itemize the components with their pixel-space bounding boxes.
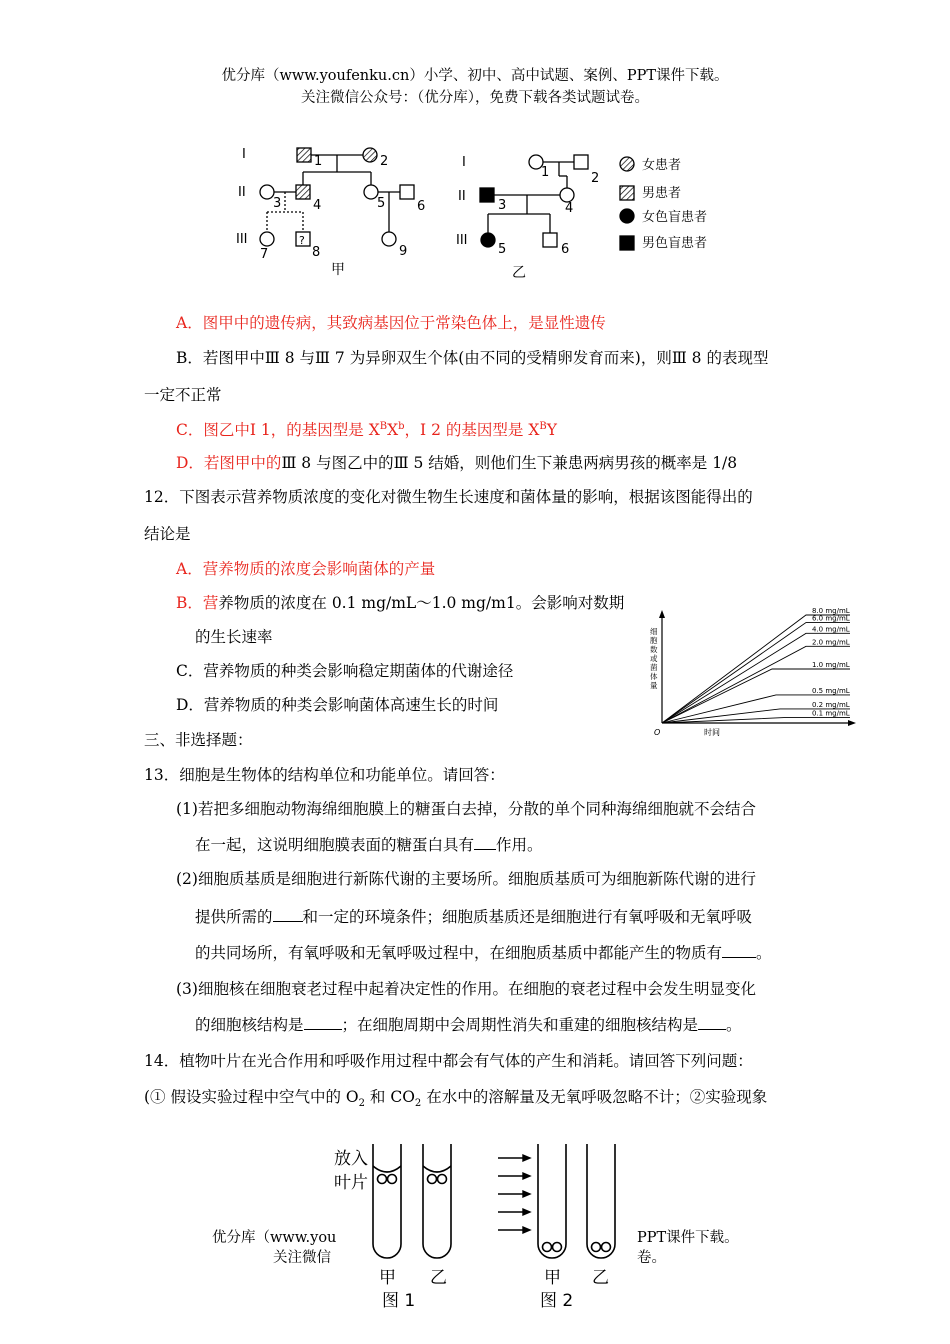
fig2-caption: 图 2 <box>540 1291 574 1311</box>
svg-text:6: 6 <box>417 199 426 214</box>
jia-unknown-mark: ? <box>299 234 305 247</box>
jia-gen-III: III <box>236 232 248 247</box>
svg-text:3: 3 <box>273 196 282 211</box>
svg-text:1: 1 <box>541 165 550 180</box>
q11-option-b-line1: B．若图甲中Ⅲ 8 与Ⅲ 7 为异卵双生个体(由不同的受精卵发育而来)，则Ⅲ 8 的表现型 <box>176 349 769 367</box>
fig2-label-yi: 乙 <box>592 1268 609 1288</box>
footer-left-line1: 优分库（www.you <box>212 1230 337 1246</box>
footer-left-line2: 关注微信 <box>273 1250 331 1266</box>
leaf-disc <box>388 1175 397 1184</box>
caption-yi: 乙 <box>512 265 526 281</box>
legend-female-colorblind-symbol <box>620 209 634 223</box>
pedigree-figure <box>230 132 730 282</box>
yi-gen-II: II <box>458 189 466 204</box>
jia-I1-affected-male <box>297 148 311 162</box>
svg-text:9: 9 <box>399 244 408 259</box>
jia-III7-female <box>260 232 274 246</box>
q12-option-b-line2: 的生长速率 <box>195 628 273 646</box>
series-label: 4.0 mg/mL <box>812 625 850 634</box>
svg-text:6: 6 <box>561 242 570 257</box>
legend-male-colorblind-symbol <box>620 236 634 250</box>
q13-p3-line1: (3)细胞核在细胞衰老过程中起着决定性的作用。在细胞的衰老过程中会发生明显变化 <box>176 980 756 998</box>
light-arrows <box>498 1155 530 1233</box>
q11-option-c: C．图乙中Ⅰ 1，的基因型是 $X^BX^b$，Ⅰ 2 的基因型是 $X^BY$ <box>176 420 557 439</box>
svg-text:4: 4 <box>313 198 322 213</box>
meniscus <box>373 1166 401 1172</box>
svg-text:8: 8 <box>312 245 321 260</box>
jia-gen-II: II <box>238 185 246 200</box>
growth-chart <box>646 606 866 740</box>
yi-II4-female <box>560 188 574 202</box>
fig1-label-yi: 乙 <box>430 1268 447 1288</box>
jia-II3-female <box>260 185 274 199</box>
q12-option-c: C．营养物质的种类会影响稳定期菌体的代谢途径 <box>176 662 514 680</box>
footer-right-line2: 卷。 <box>637 1250 666 1266</box>
q13-p3-line2: 的细胞核结构是 ；在细胞周期中会周期性消失和重建的细胞核结构是 。 <box>195 1016 742 1034</box>
legend-female-affected-symbol <box>620 157 634 171</box>
q14-stem: 14．植物叶片在光合作用和呼吸作用过程中都会有气体的产生和消耗。请回答下列问题： <box>144 1052 753 1070</box>
yi-gen-III: III <box>456 233 468 248</box>
yi-II3-colorblind-male <box>480 188 494 202</box>
yi-III5-colorblind-female <box>481 233 495 247</box>
yi-III6-male <box>543 233 557 247</box>
q11-option-a: A．图甲中的遗传病，其致病基因位于常染色体上，是显性遗传 <box>176 314 606 332</box>
x-axis-arrow <box>848 720 856 726</box>
legend-male-colorblind: 男色盲患者 <box>642 236 708 251</box>
legend-male-affected-symbol <box>620 186 634 200</box>
x-axis-label: 时间 <box>704 728 720 737</box>
series-label: 1.0 mg/mL <box>812 661 850 669</box>
meniscus <box>423 1166 451 1172</box>
tube-fig2-jia <box>538 1144 566 1258</box>
section-3-heading: 三、非选择题： <box>144 731 253 749</box>
series-label: 0.5 mg/mL <box>812 686 850 695</box>
q13-stem: 13．细胞是生物体的结构单位和功能单位。请回答： <box>144 766 505 784</box>
test-tube-figure <box>330 1136 630 1311</box>
tube-fig1-jia <box>373 1144 401 1258</box>
jia-II4-affected-male <box>296 185 310 199</box>
q11-option-d: D．若图甲中的Ⅲ 8 与图乙中的Ⅲ 5 结婚，则他们生下兼患两病男孩的概率是 1/8 <box>176 454 738 472</box>
series-label: 2.0 mg/mL <box>812 638 850 647</box>
jia-I2-affected-female <box>363 148 377 162</box>
series-label: 0.2 mg/mL <box>812 700 850 709</box>
q13-blank-4[interactable] <box>304 1015 342 1030</box>
fig2-label-jia: 甲 <box>544 1268 561 1288</box>
q12-stem-line1: 12．下图表示营养物质浓度的变化对微生物生长速度和菌体量的影响，根据该图能得出的 <box>144 488 753 506</box>
tube-fig1-yi <box>423 1144 451 1258</box>
footer-right-line1: PPT课件下载。 <box>637 1230 739 1246</box>
series-line <box>662 718 850 723</box>
q13-blank-1[interactable] <box>474 835 496 850</box>
label-put-in: 放入 <box>334 1149 368 1169</box>
leaf-disc <box>602 1243 611 1252</box>
q13-blank-3[interactable] <box>722 943 756 958</box>
header-line-2: 关注微信公众号：（优分库），免费下载各类试题试卷。 <box>301 90 649 106</box>
jia-II5-female <box>364 185 378 199</box>
svg-text:4: 4 <box>565 201 574 216</box>
svg-text:7: 7 <box>260 247 269 262</box>
svg-text:5: 5 <box>498 242 507 257</box>
header-line-1: 优分库（www.youfenku.cn）小学、初中、高中试题、案例、PPT课件下载。 <box>221 68 729 84</box>
q13-p2-line3: 的共同场所，有氧呼吸和无氧呼吸过程中，在细胞质基质中都能产生的物质有 。 <box>195 944 772 962</box>
caption-jia: 甲 <box>331 262 345 278</box>
tube-fig2-yi <box>587 1144 615 1258</box>
fig1-caption: 图 1 <box>382 1291 416 1311</box>
svg-text:3: 3 <box>498 198 507 213</box>
series-label: 8.0 mg/mL <box>812 607 850 615</box>
svg-text:2: 2 <box>591 171 600 186</box>
leaf-disc <box>438 1175 447 1184</box>
jia-III9-female <box>382 232 396 246</box>
leaf-disc <box>553 1243 562 1252</box>
leaf-disc <box>543 1243 552 1252</box>
series-label: 6.0 mg/mL <box>812 614 850 623</box>
q11-option-b-line2: 一定不正常 <box>144 386 222 404</box>
series-label: 0.1 mg/mL <box>812 709 850 718</box>
legend-female-colorblind: 女色盲患者 <box>642 210 708 225</box>
jia-gen-I: I <box>242 147 246 162</box>
q12-option-d: D．营养物质的种类会影响菌体高速生长的时间 <box>176 696 499 714</box>
series-group <box>662 607 850 723</box>
yi-I2-male <box>574 155 588 169</box>
yi-gen-I: I <box>462 155 466 170</box>
q12-option-a: A．营养物质的浓度会影响菌体的产量 <box>176 560 436 578</box>
q13-p1-line1: (1)若把多细胞动物海绵细胞膜上的糖蛋白去掉，分散的单个同种海绵细胞就不会结合 <box>176 800 756 818</box>
q13-blank-2[interactable] <box>273 907 303 922</box>
label-leaf: 叶片 <box>334 1173 368 1193</box>
q13-p1-line2: 在一起，这说明细胞膜表面的糖蛋白具有 作用。 <box>195 836 543 854</box>
svg-text:5: 5 <box>377 196 386 211</box>
fig1-label-jia: 甲 <box>379 1268 396 1288</box>
q13-p2-line2: 提供所需的 和一定的环境条件；细胞质基质还是细胞进行有氧呼吸和无氧呼吸 <box>195 908 753 926</box>
q14-p1: (① 假设实验过程中空气中的 $O_2$ 和 $CO_2$ 在水中的溶解量及无氧呼吸忽略不计；②实验现象 <box>144 1088 768 1110</box>
leaf-disc <box>428 1175 437 1184</box>
leaf-disc <box>592 1243 601 1252</box>
q12-stem-line2: 结论是 <box>144 525 191 543</box>
svg-text:2: 2 <box>380 154 389 169</box>
q12-option-b-line1: B．营养物质的浓度在 0.1 mg/mL～1.0 mg/m1。会影响对数期 <box>176 594 625 612</box>
legend-male-affected: 男患者 <box>642 186 682 201</box>
origin-label: O <box>654 728 661 737</box>
svg-text:1: 1 <box>314 154 323 169</box>
y-axis-arrow <box>659 610 665 618</box>
q13-p2-line1: (2)细胞质基质是细胞进行新陈代谢的主要场所。细胞质基质可为细胞新陈代谢的进行 <box>176 870 756 888</box>
legend-female-affected: 女患者 <box>642 158 682 173</box>
leaf-disc <box>378 1175 387 1184</box>
q13-blank-5[interactable] <box>698 1015 726 1030</box>
y-axis-label-vertical: 细胞数或菌体量 <box>650 627 658 690</box>
jia-II6-male <box>400 185 414 199</box>
